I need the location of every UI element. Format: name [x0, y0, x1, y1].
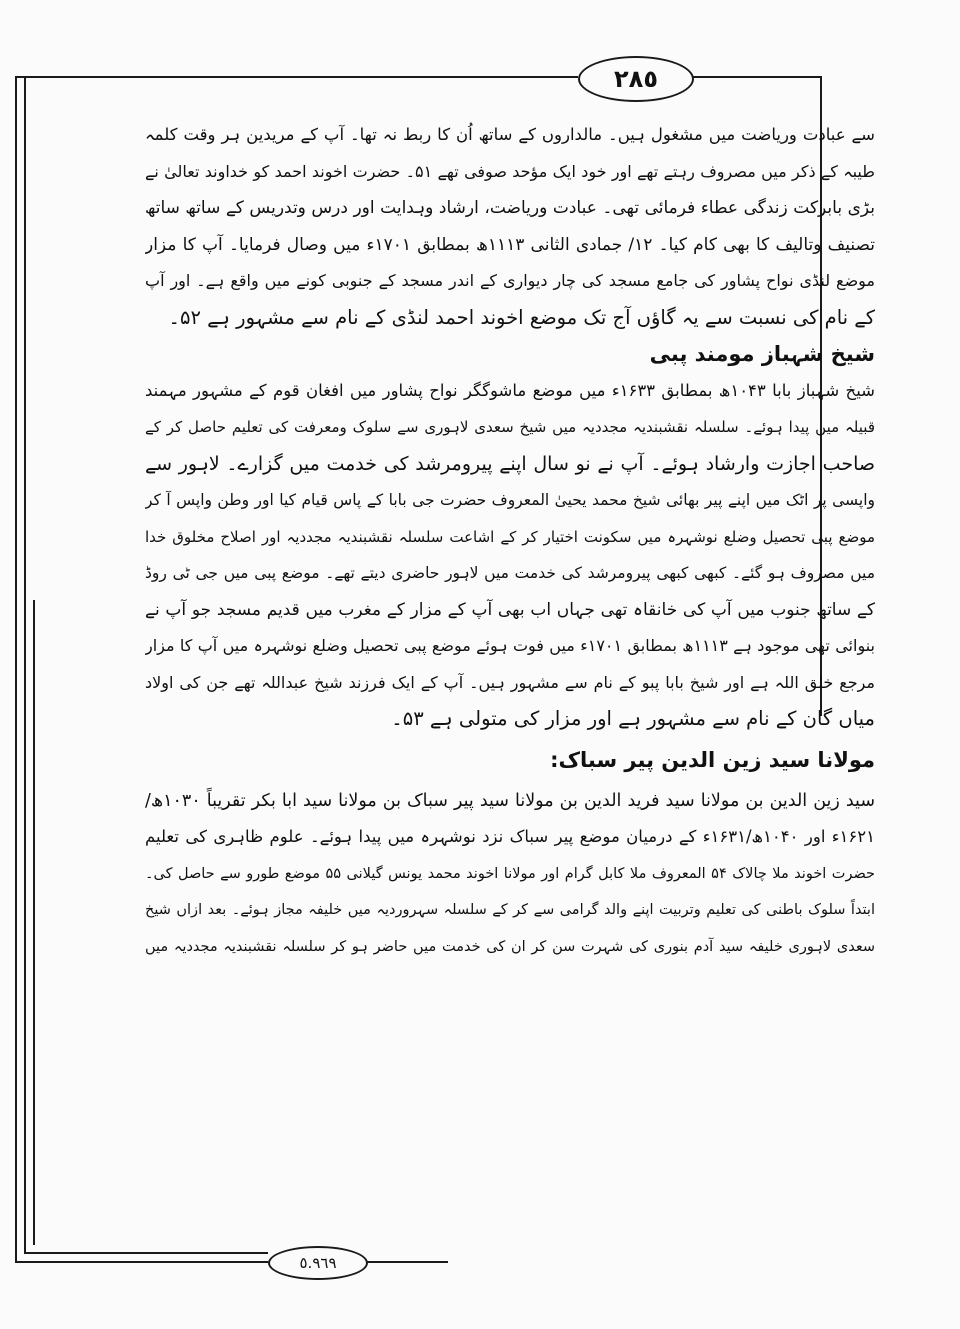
- body-line: بڑی بابرکت زندگی عطاء فرمائی تھی۔ عبادت وریاضت، ارشاد وہدایت اور درس وتدریس کے ساتھ ساتھ: [145, 198, 875, 218]
- bottom-border-line-2: [24, 1252, 268, 1254]
- body-line: مرجع خلق اللہ ہے اور شیخ بابا پبو کے نام سے مشہور ہیں۔ آپ کے ایک فرزند شیخ عبداللہ تھے جن کی اولاد: [145, 673, 875, 692]
- body-line: قبیلہ میں پیدا ہوئے۔ سلسلہ نقشبندیہ مجددیہ میں شیخ سعدی لاہوری سے سلوک ومعرفت کی تعلیم حاصل کر کے: [145, 418, 875, 436]
- body-line: بنوائی تھی موجود ہے ۱۱۱۳ھ بمطابق ۱۷۰۱ء میں فوت ہوئے موضع پبی تحصیل وضلع نوشہرہ میں آپ کا مزار: [145, 636, 875, 655]
- body-line: موضع لنڈی نواح پشاور کی جامع مسجد کی چار دیواری کے اندر مسجد کے جنوبی کونے میں واقع ہے۔ اور آپ: [145, 271, 875, 290]
- body-line: طیبہ کے ذکر میں مصروف رہتے تھے اور خود ایک مؤحد صوفی تھے ۵۱۔ حضرت اخوند احمد کو خداوند تعالیٰ نے: [145, 162, 875, 181]
- body-line: میاں گان کے نام سے مشہور ہے اور مزار کی متولی ہے ۵۳۔: [391, 707, 875, 730]
- left-border-outer: [15, 76, 17, 1261]
- body-line: ابتداً سلوک باطنی کی تعلیم وتربیت اپنے والد گرامی سے کر کے سلسلہ سہروردیہ میں خلیفہ مجاز ہوئے۔ بعد ازاں شیخ: [145, 902, 875, 918]
- body-line: واپسی پر اٹک میں اپنے پیر بھائی شیخ محمد یحییٰ المعروف حضرت جی بابا کے پاس قیام کیا اور وطن واپس آ کر: [145, 491, 875, 509]
- body-line: تصنیف وتالیف کا بھی کام کیا۔ ۱۲/ جمادی الثانی ۱۱۱۳ھ بمطابق ۱۷۰۱ء میں وصال فرمایا۔ آپ کا مزار: [145, 235, 875, 255]
- body-line: شیخ شہباز بابا ۱۰۴۳ھ بمطابق ۱۶۳۳ء میں موضع ماشوگگر نواح پشاور میں افغان قوم کے مشہور مہمند: [145, 381, 875, 400]
- top-border-line-left: [15, 76, 578, 78]
- footer-code: ٥.٩٦٩: [268, 1246, 368, 1280]
- top-border-line-right: [690, 76, 820, 78]
- body-line: حضرت اخوند ملا چالاک ۵۴ المعروف ملا کابل گرام اور مولانا اخوند محمد یونس گیلانی ۵۵ موضع طورو سے حاصل کی۔: [145, 866, 875, 882]
- body-line: موضع پبی تحصیل وضلع نوشہرہ میں سکونت اختیار کر کے اشاعت سلسلہ نقشبندیہ مجددیہ اور اصلاح مخلوق خدا: [145, 528, 875, 546]
- page-number: ٢٨٥: [578, 56, 694, 102]
- bottom-border-line: [15, 1261, 268, 1263]
- body-line: کے ساتھ جنوب میں آپ کی خانقاہ تھی جہاں اب بھی آپ کے مزار کے مغرب میں قدیم مسجد جو آپ نے: [145, 600, 875, 620]
- body-line: سید زین الدین بن مولانا سید فرید الدین بن مولانا سید پیر سباک بن مولانا سید ابا بکر تقریباً ۱۰۳۰ھ/: [145, 791, 875, 811]
- body-line: کے نام کی نسبت سے یہ گاؤں آج تک موضع اخوند احمد لنڈی کے نام سے مشہور ہے ۵۲۔: [168, 306, 875, 329]
- body-line: صاحب اجازت وارشاد ہوئے۔ آپ نے نو سال اپنے پیرومرشد کی خدمت میں گزارے۔ لاہور سے: [145, 453, 875, 475]
- body-line: سعدی لاہوری خلیفہ سید آدم بنوری کی شہرت سن کر ان کی خدمت میں حاضر ہو کر سلسلہ نقشبندیہ مجددیہ میں: [145, 939, 875, 955]
- left-border-inner: [24, 76, 26, 1252]
- body-line: سے عبادت وریاضت میں مشغول ہیں۔ مالداروں کے ساتھ اُن کا ربط نہ تھا۔ آپ کے مریدین ہر وقت کلمہ: [145, 125, 875, 144]
- body-line: ۱۶۲۱ء اور ۱۰۴۰ھ/۱۶۳۱ء کے درمیان موضع پیر سباک نزد نوشہرہ میں پیدا ہوئے۔ علوم ظاہری کی تعلیم: [145, 827, 875, 846]
- body-line: میں مصروف ہو گئے۔ کبھی کبھی پیرومرشد کی خدمت میں لاہور حاضری دیتے تھے۔ موضع پبی میں جی ٹی روڈ: [145, 564, 875, 582]
- left-border-inner-2: [33, 600, 35, 1245]
- section-heading: مولانا سید زین الدین پیر سباک:: [550, 748, 875, 772]
- bottom-border-line-right: [364, 1261, 448, 1263]
- section-heading: شیخ شہباز مومند پبی: [649, 342, 875, 366]
